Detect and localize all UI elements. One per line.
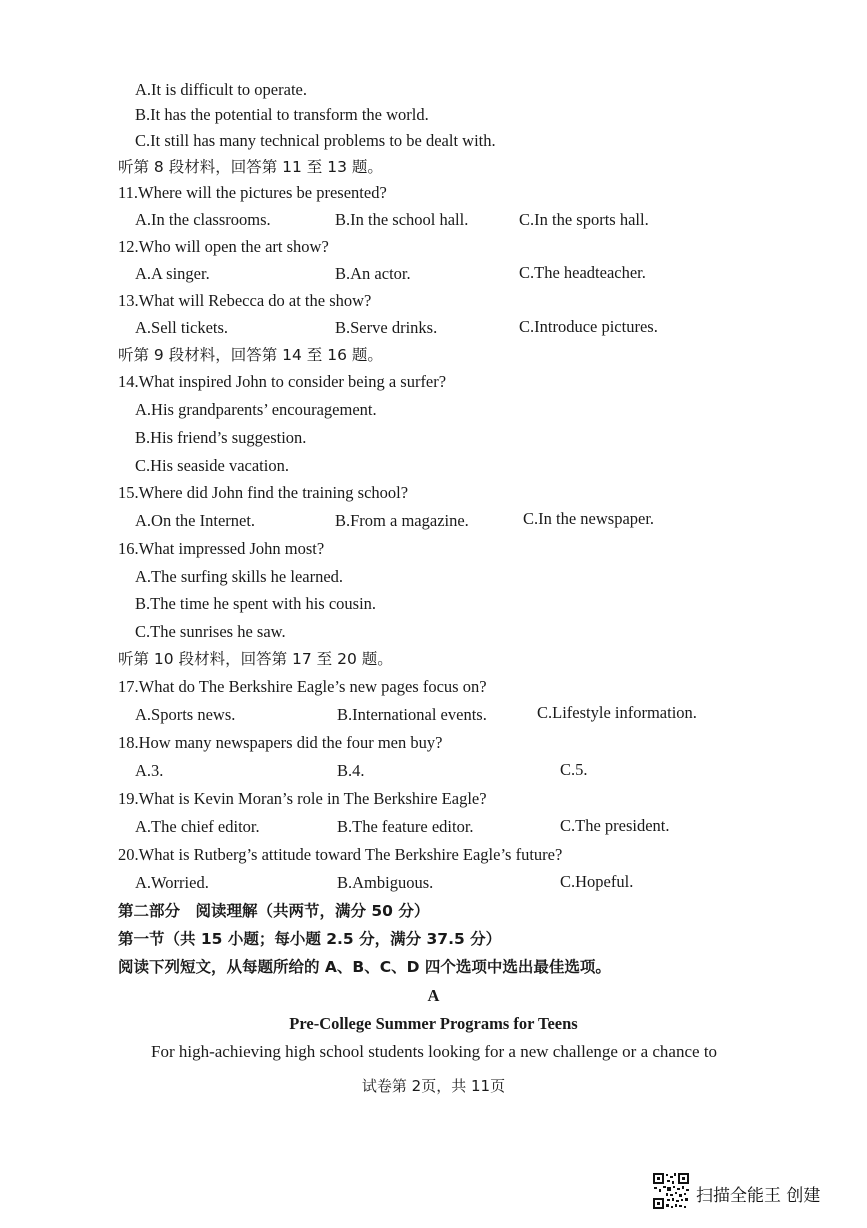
- q13-option-a: A.Sell tickets.: [135, 318, 229, 337]
- q14-option-b: B.His friend’s suggestion.: [135, 428, 307, 447]
- q19-option-c: C.The president.: [560, 816, 670, 835]
- q18-option-c: C.5.: [560, 760, 588, 779]
- q20-option-a: A.Worried.: [135, 873, 209, 892]
- page-footer: 试卷第 2页，共 11页: [361, 1077, 506, 1095]
- q11-option-c: C.In the sports hall.: [519, 210, 649, 229]
- q17-option-b: B.International events.: [337, 705, 487, 724]
- section-9-instruction: 听第 9 段材料，回答第 14 至 16 题。: [118, 346, 383, 364]
- q10-option-a: A.It is difficult to operate.: [135, 80, 307, 99]
- q18-option-a: A.3.: [135, 761, 164, 780]
- section-10-instruction: 听第 10 段材料，回答第 17 至 20 题。: [118, 650, 393, 668]
- q19-option-a: A.The chief editor.: [135, 817, 260, 836]
- q15-option-a: A.On the Internet.: [135, 511, 256, 530]
- q11-option-a: A.In the classrooms.: [135, 210, 271, 229]
- q12-option-a: A.A singer.: [135, 264, 210, 283]
- part-2-section-1-heading: 第一节（共 15 小题；每小题 2.5 分，满分 37.5 分）: [118, 930, 502, 948]
- passage-title: Pre-College Summer Programs for Teens: [289, 1014, 578, 1033]
- question-12: 12.Who will open the art show?: [118, 237, 329, 256]
- q16-option-c: C.The sunrises he saw.: [135, 622, 286, 641]
- question-11: 11.Where will the pictures be presented?: [118, 183, 387, 202]
- question-18: 18.How many newspapers did the four men buy?: [118, 733, 443, 752]
- scanner-watermark: 扫描全能王 创建: [696, 1186, 821, 1206]
- q16-option-b: B.The time he spent with his cousin.: [135, 594, 377, 613]
- q11-option-b: B.In the school hall.: [335, 210, 469, 229]
- q12-option-b: B.An actor.: [335, 264, 411, 283]
- part-2-heading: 第二部分 阅读理解（共两节，满分 50 分）: [118, 902, 430, 920]
- passage-letter: A: [427, 986, 440, 1005]
- q15-option-c: C.In the newspaper.: [523, 509, 655, 528]
- question-13: 13.What will Rebecca do at the show?: [118, 291, 372, 310]
- question-20: 20.What is Rutberg’s attitude toward The Berkshire Eagle’s future?: [118, 845, 563, 864]
- q10-option-b: B.It has the potential to transform the world.: [135, 105, 429, 124]
- q18-option-b: B.4.: [337, 761, 365, 780]
- q14-option-a: A.His grandparents’ encouragement.: [135, 400, 377, 419]
- passage-first-line: For high-achieving high school students looking for a new challenge or a chance to: [151, 1042, 718, 1061]
- q15-option-b: B.From a magazine.: [335, 511, 469, 530]
- question-19: 19.What is Kevin Moran’s role in The Berkshire Eagle?: [118, 789, 487, 808]
- q16-option-a: A.The surfing skills he learned.: [135, 567, 344, 586]
- reading-instruction: 阅读下列短文，从每题所给的 A、B、C、D 四个选项中选出最佳选项。: [118, 958, 611, 976]
- q17-option-c: C.Lifestyle information.: [537, 703, 697, 722]
- question-15: 15.Where did John find the training school?: [118, 483, 409, 502]
- q19-option-b: B.The feature editor.: [337, 817, 474, 836]
- qr-code-icon: [652, 1172, 690, 1210]
- q10-option-c: C.It still has many technical problems to be dealt with.: [135, 131, 496, 150]
- q20-option-c: C.Hopeful.: [560, 872, 634, 891]
- section-8-instruction: 听第 8 段材料，回答第 11 至 13 题。: [118, 158, 383, 176]
- question-14: 14.What inspired John to consider being a surfer?: [118, 372, 447, 391]
- question-16: 16.What impressed John most?: [118, 539, 325, 558]
- q17-option-a: A.Sports news.: [135, 705, 236, 724]
- q13-option-c: C.Introduce pictures.: [519, 317, 658, 336]
- question-17: 17.What do The Berkshire Eagle’s new pages focus on?: [118, 677, 487, 696]
- q14-option-c: C.His seaside vacation.: [135, 456, 289, 475]
- q12-option-c: C.The headteacher.: [519, 263, 646, 282]
- q20-option-b: B.Ambiguous.: [337, 873, 434, 892]
- q13-option-b: B.Serve drinks.: [335, 318, 438, 337]
